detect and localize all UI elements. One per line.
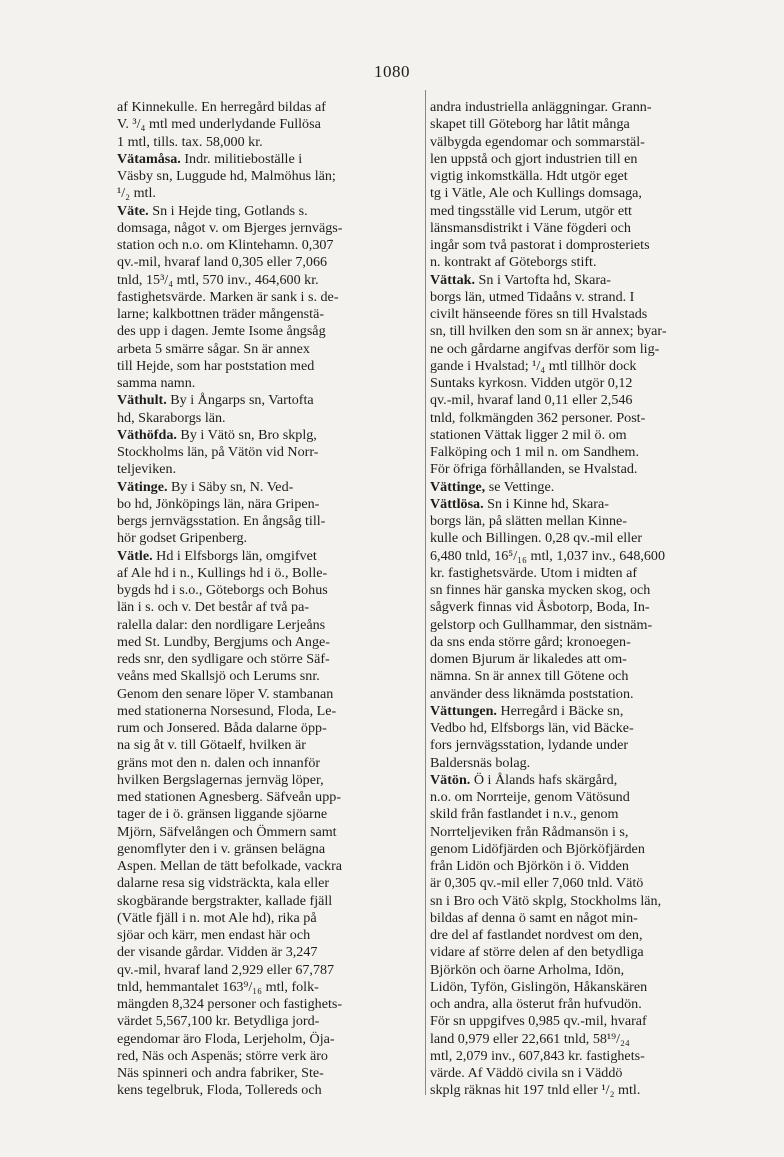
right-column-line: fors jernvägsstation, lydande under <box>430 737 629 754</box>
left-column-line: kens tegelbruk, Floda, Tollereds och <box>117 1082 322 1099</box>
right-column-line: nämna. Sn är annex till Götene och <box>430 668 629 685</box>
left-column-line: bo hd, Jönköpings län, nära Gripen- <box>117 495 320 512</box>
left-column-line: Väthöfda. By i Vätö sn, Bro skplg, <box>117 426 317 443</box>
right-column-line: välbygda egendomar och sommarstäl- <box>430 133 645 150</box>
left-column-line: bergs jernvägsstation. En ångsåg till- <box>117 513 326 529</box>
right-column-line: Baldersnäs bolag. <box>430 754 531 771</box>
left-column-line: till Hejde, som har poststation med <box>117 357 315 374</box>
left-column-line: Vätle. Hd i Elfsborgs län, omgifvet <box>117 547 317 564</box>
left-column-line: samma namn. <box>117 375 196 391</box>
left-column-line: fastighetsvärde. Marken är sank i s. de- <box>117 288 339 305</box>
right-column-line: n.o. om Norrteije, genom Vätösund <box>430 789 630 805</box>
right-column-line: len uppstå och gjort industrien till en <box>430 150 638 167</box>
right-column-line: tnld, folkmängden 362 personer. Post- <box>430 409 646 426</box>
left-column-line: dalarne resa sig vidsträckta, kala eller <box>117 875 330 892</box>
right-column-line: skplg räknas hit 197 tnld eller ¹/₂ mtl. <box>430 1082 641 1099</box>
page-number: 1080 <box>374 62 410 81</box>
right-column-line: Norrteljeviken från Rådmansön i s, <box>430 823 629 840</box>
right-column-line: borgs län, utmed Tidaåns v. strand. I <box>430 288 635 305</box>
left-column-line: qv.-mil, hvaraf land 2,929 eller 67,787 <box>117 961 335 978</box>
right-column-line: Vättak. Sn i Vartofta hd, Skara- <box>430 271 611 288</box>
right-column-line: tg i Vätle, Ale och Kullings domsaga, <box>430 185 642 202</box>
right-column-line: domen Bjurum är likaledes att om- <box>430 651 627 667</box>
left-column-line: värdet 5,567,100 kr. Betydliga jord- <box>117 1013 320 1030</box>
right-column-line: stationen Vättak ligger 2 mil ö. om <box>430 426 627 443</box>
right-column-line: andra industriella anläggningar. Grann- <box>430 99 652 115</box>
left-column-line: Väthult. By i Ångarps sn, Vartofta <box>117 392 314 409</box>
right-column-line: Lidön, Tyfön, Gislingön, Håkanskären <box>430 978 648 995</box>
left-column-line: län i s. och v. Det består af två pa- <box>117 599 310 616</box>
left-column-line: der visande gårdar. Vidden är 3,247 <box>117 944 318 961</box>
right-column-line: Vättlösa. Sn i Kinne hd, Skara- <box>430 495 609 512</box>
left-column-line: Väsby sn, Luggude hd, Malmöhus län; <box>117 168 336 184</box>
left-column-line: af Ale hd i n., Kullings hd i ö., Bolle- <box>117 564 328 581</box>
right-column-line: Vätön. Ö i Ålands hafs skärgård, <box>430 771 618 788</box>
right-column-line: med tingsställe vid Lerum, utgör ett <box>430 202 632 219</box>
left-column-line: Vätamåsa. Indr. militieboställe i <box>117 150 303 167</box>
left-column-line: 1 mtl, tills. tax. 58,000 kr. <box>117 133 263 150</box>
right-column-line: mtl, 2,079 inv., 607,843 kr. fastighets- <box>430 1047 645 1064</box>
right-column-line: gande i Hvalstad; ¹/₄ mtl tillhör dock <box>430 357 637 374</box>
left-column-line: rum och Jonsered. Båda dalarne öpp- <box>117 720 327 736</box>
left-column-line: arbeta 5 smärre sågar. Sn är annex <box>117 340 310 357</box>
right-column-line: qv.-mil, hvaraf land 0,11 eller 2,546 <box>430 392 633 409</box>
left-column-line: skogbärande bergstrakter, kallade fjäll <box>117 892 333 909</box>
right-column-line: sn, till hvilken den som sn är annex; byar- <box>430 323 667 340</box>
left-column-line: domsaga, något v. om Bjerges jernvägs- <box>117 219 343 236</box>
left-column-line: med stationerna Norsesund, Floda, Le- <box>117 702 337 719</box>
left-column-line: ¹/₂ mtl. <box>117 185 156 202</box>
left-column-line: af Kinnekulle. En herregård bildas af <box>117 99 326 115</box>
right-column-line: För sn uppgifves 0,985 qv.-mil, hvaraf <box>430 1013 647 1030</box>
left-column-line: hör godset Gripenberg. <box>117 530 248 547</box>
left-column-line: qv.-mil, hvaraf land 0,305 eller 7,066 <box>117 254 328 271</box>
right-column-line: värde. Af Väddö civila sn i Väddö <box>430 1065 623 1081</box>
left-column-line: reds snr, den sydligare och större Säf- <box>117 651 330 667</box>
left-column-line: station och n.o. om Klintehamn. 0,307 <box>117 237 334 253</box>
left-column-line: gräns mot den n. dalen och innanför <box>117 754 321 771</box>
left-column-line: Vätinge. By i Säby sn, N. Ved- <box>117 478 294 495</box>
right-column-line: sn finnes här ganska mycken skog, och <box>430 582 651 598</box>
right-column-line: genom Lidöfjärden och Björköfjärden <box>430 840 645 857</box>
left-column-line: mängden 8,324 personer och fastighets- <box>117 996 343 1012</box>
left-column-line: Mjörn, Säfvelången och Ömmern samt <box>117 823 337 840</box>
right-column-line: ingår som två pastorat i domprosteriets <box>430 237 650 253</box>
right-column-line: och andra, alla österut från hufvudön. <box>430 996 642 1012</box>
right-column-line: från Lidön och Björkön i ö. Vidden <box>430 858 629 874</box>
right-column-line: civilt hänseende föres sn till Hvalstads <box>430 306 648 322</box>
left-column-line: larne; kalkbottnen träder mångenstä- <box>117 306 325 322</box>
right-column-line: skapet till Göteborg har låtit många <box>430 116 630 133</box>
left-column-line: veåns med Skallsjö och Lerums snr. <box>117 668 320 685</box>
right-column-line: använder dess liknämda poststation. <box>430 685 634 702</box>
left-column-line: egendomar äro Floda, Lerjeholm, Öja- <box>117 1030 335 1047</box>
right-column-line: land 0,979 eller 22,661 tnld, 58¹⁹/₂₄ <box>430 1030 630 1047</box>
left-column-line: genomflyter den i v. gränsen belägna <box>117 840 326 857</box>
right-column-line: Vättungen. Herregård i Bäcke sn, <box>430 702 624 719</box>
left-column-line: V. ³/₄ mtl med underlydande Fullösa <box>117 116 321 133</box>
left-column-line: hd, Skaraborgs län. <box>117 409 226 426</box>
left-column-line: teljeviken. <box>117 461 177 478</box>
left-column-line: Väte. Sn i Hejde ting, Gotlands s. <box>117 202 308 219</box>
left-column-line: des upp i dagen. Jemte Isome ångsåg <box>117 323 326 340</box>
left-column-line: ralella dalar: den nordligare Lerjeåns <box>117 616 326 633</box>
right-column-line: är 0,305 qv.-mil eller 7,060 tnld. Vätö <box>430 875 644 892</box>
right-column-line: sågverk finnas vid Åsbotorp, Boda, In- <box>430 599 650 616</box>
left-column-line: bygds hd i s.o., Göteborgs och Bohus <box>117 582 328 598</box>
right-column-line: ne och gårdarne angifvas derför som lig- <box>430 340 660 357</box>
left-column-line: (Vätle fjäll i n. mot Ale hd), rika på <box>117 909 317 926</box>
left-column-line: Genom den senare löper V. stambanan <box>117 685 334 702</box>
column-divider <box>425 90 426 1095</box>
left-column-line: Aspen. Mellan de tätt befolkade, vackra <box>117 858 343 874</box>
right-column-line: 6,480 tnld, 16⁵/₁₆ mtl, 1,037 inv., 648,600 <box>430 547 666 564</box>
right-column-line: Björkön och öarne Arholma, Idön, <box>430 961 625 978</box>
right-column-line: kr. fastighetsvärde. Utom i midten af <box>430 564 638 581</box>
right-column-line: Suntaks kyrkosn. Vidden utgör 0,12 <box>430 375 633 391</box>
right-column-line: länsmansdistrikt i Väne fögderi och <box>430 219 631 236</box>
left-column-line: tnld, 15³/₄ mtl, 570 inv., 464,600 kr. <box>117 271 319 288</box>
left-column-line: sjöar och kärr, men endast här och <box>117 927 311 943</box>
right-column-line: För öfriga förhållanden, se Hvalstad. <box>430 461 638 478</box>
left-column-line: Näs spinneri och andra fabriker, Ste- <box>117 1065 324 1081</box>
right-column-line: kulle och Billingen. 0,28 qv.-mil eller <box>430 530 643 547</box>
right-column-line: gelstorp och Gullhammar, den sistnäm- <box>430 616 653 633</box>
right-column-line: vidare af större delen af den betydliga <box>430 944 644 961</box>
right-column-line: skild från fastlandet i n.v., genom <box>430 806 619 823</box>
right-column-line: dre del af fastlandet nordvest om den, <box>430 927 643 943</box>
right-column-line: n. kontrakt af Göteborgs stift. <box>430 254 597 271</box>
left-column-line: med St. Lundby, Bergjums och Ange- <box>117 633 330 650</box>
left-column-line: med stationen Agnesberg. Säfveån upp- <box>117 789 342 805</box>
left-column-line: tnld, hemmantalet 163⁹/₁₆ mtl, folk- <box>117 978 319 995</box>
left-column-line: red, Näs och Aspenäs; större verk äro <box>117 1047 328 1064</box>
right-column-line: vigtig inkomstkälla. Hdt utgör eget <box>430 168 628 184</box>
right-column <box>430 99 770 1100</box>
right-column-line: bildas af denna ö samt en något min- <box>430 909 638 926</box>
left-column-line: Stockholms län, på Vätön vid Norr- <box>117 444 319 460</box>
right-column-line: da sns enda större gård; kronoegen- <box>430 633 631 650</box>
left-column-line: tager de i ö. gränsen liggande sjöarne <box>117 806 328 823</box>
left-column <box>117 99 417 1100</box>
left-column-line: hvilken Bergslagernas jernväg löper, <box>117 771 324 788</box>
right-column-line: Vättinge, se Vettinge. <box>430 478 555 495</box>
right-column-line: Falköping och 1 mil n. om Sandhem. <box>430 444 640 460</box>
left-column-line: na sig åt v. till Götaelf, hvilken är <box>117 737 306 754</box>
right-column-line: borgs län, på slätten mellan Kinne- <box>430 513 628 529</box>
right-column-line: sn i Bro och Vätö skplg, Stockholms län, <box>430 892 662 909</box>
right-column-line: Vedbo hd, Elfsborgs län, vid Bäcke- <box>430 720 634 736</box>
